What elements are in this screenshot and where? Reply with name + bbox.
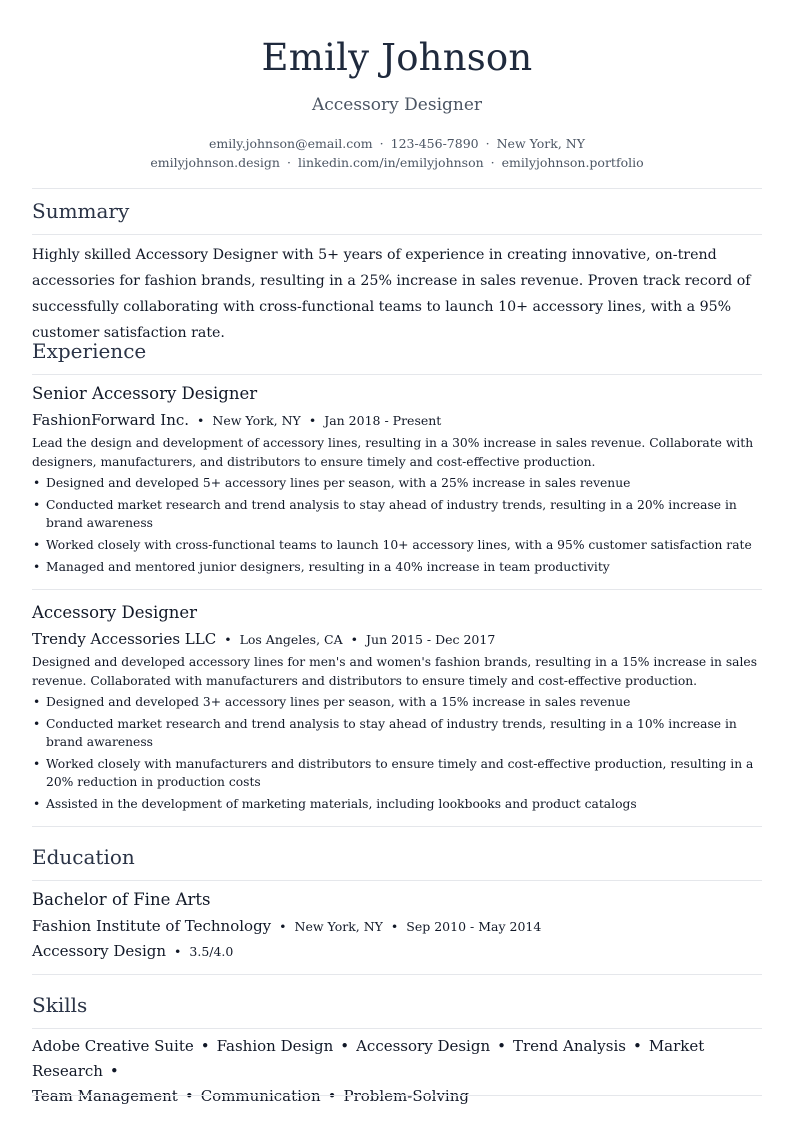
job-bullet-list <box>32 474 762 580</box>
contact-line-2 <box>32 154 762 172</box>
meta-bullet: • <box>224 632 232 647</box>
list-item: • Managed and mentored junior designers, resulting in a 40% increase in team productivity <box>32 558 762 576</box>
job-meta <box>32 629 762 650</box>
divider <box>32 1095 762 1096</box>
meta-bullet: • <box>308 413 317 428</box>
list-item: • Conducted market research and trend analysis to stay ahead of industry trends, resulting in a 20% increase in brand awareness <box>32 496 762 532</box>
divider <box>32 1028 762 1029</box>
job-dates: Jan 2018 - Present <box>324 413 442 428</box>
list-item: • Designed and developed 3+ accessory lines per season, with a 15% increase in sales revenue <box>32 693 762 711</box>
skill-bullet: • <box>200 1037 210 1055</box>
school-name: Fashion Institute of Technology <box>32 917 272 935</box>
meta-bullet: • <box>174 944 182 959</box>
major-name: Accessory Design <box>32 942 167 960</box>
meta-bullet: • <box>390 919 399 934</box>
candidate-name: Emily Johnson <box>261 36 533 79</box>
education-dates: Sep 2010 - May 2014 <box>406 919 542 934</box>
skills-list <box>32 1034 762 1109</box>
skill-bullet: • <box>340 1037 350 1055</box>
experience-heading: Experience <box>32 339 147 363</box>
location-text: New York, NY <box>496 136 585 151</box>
job-description: Lead the design and development of accessory lines, resulting in a 30% increase in sales revenue. Collaborate with designers, manufacturers, and distributors to ensure timely and cost-effective production. <box>32 436 754 469</box>
job-location: Los Angeles, CA <box>239 632 343 647</box>
website-link[interactable]: emilyjohnson.design <box>150 155 280 170</box>
list-item: • Conducted market research and trend analysis to stay ahead of industry trends, resulting in a 10% increase in brand awareness <box>32 715 762 751</box>
contact-line-1 <box>32 135 762 153</box>
phone-number: 123-456-7890 <box>390 136 479 151</box>
job-dates: Jun 2015 - Dec 2017 <box>366 632 496 647</box>
skill-item: Adobe Creative Suite <box>32 1037 194 1055</box>
linkedin-link[interactable]: linkedin.com/in/emilyjohnson <box>297 155 484 170</box>
education-meta <box>32 916 762 937</box>
divider <box>32 826 762 827</box>
divider <box>32 974 762 975</box>
skill-item: Accessory Design <box>356 1037 491 1055</box>
gpa-value: 3.5/4.0 <box>189 944 234 959</box>
summary-text: Highly skilled Accessory Designer with 5+ years of experience in creating innovative, on-trend accessories for fashion brands, resulting in a 25% increase in sales revenue. Proven track record of successfully collaborating with cross-functional teams to launch 10+ accessory lines, with a 95% customer satisfaction rate. <box>32 247 751 341</box>
contact-separator: · <box>379 136 384 151</box>
email-link[interactable]: emily.johnson@email.com <box>208 136 373 151</box>
list-item: • Assisted in the development of marketing materials, including lookbooks and product catalogs <box>32 795 762 813</box>
job-title: Accessory Designer <box>32 603 198 622</box>
school-location: New York, NY <box>294 919 383 934</box>
contact-separator: · <box>490 155 495 170</box>
skill-item: Communication <box>200 1087 321 1105</box>
skill-item: Problem-Solving <box>343 1087 469 1105</box>
divider <box>32 188 762 189</box>
summary-heading: Summary <box>32 199 130 223</box>
skill-bullet: • <box>632 1037 642 1055</box>
company-name: FashionForward Inc. <box>32 411 190 429</box>
skill-bullet: • <box>184 1087 194 1105</box>
job-location: New York, NY <box>212 413 301 428</box>
portfolio-link[interactable]: emilyjohnson.portfolio <box>501 155 644 170</box>
meta-bullet: • <box>197 413 205 428</box>
job-bullet-list <box>32 693 762 817</box>
skills-heading: Skills <box>32 993 88 1017</box>
skill-item: Team Management <box>32 1087 178 1105</box>
meta-bullet: • <box>279 919 287 934</box>
contact-separator: · <box>286 155 291 170</box>
divider <box>32 880 762 881</box>
skill-item: Fashion Design <box>216 1037 334 1055</box>
skill-item: Trend Analysis <box>512 1037 626 1055</box>
contact-separator: · <box>485 136 490 151</box>
education-heading: Education <box>32 845 135 869</box>
skill-item: Market Research <box>32 1037 705 1080</box>
candidate-title: Accessory Designer <box>311 95 483 115</box>
skill-bullet: • <box>497 1037 506 1055</box>
skill-bullet: • <box>109 1062 119 1080</box>
company-name: Trendy Accessories LLC <box>32 630 217 648</box>
job-description: Designed and developed accessory lines for men's and women's fashion brands, resulting in a 15% increase in sales revenue. Collaborated with manufacturers and distributors to ensure timely and cost-effective production. <box>32 655 757 688</box>
list-item: • Worked closely with manufacturers and distributors to ensure timely and cost-effective production, resulting in a 20% reduction in production costs <box>32 755 762 791</box>
divider <box>32 234 762 235</box>
divider <box>32 374 762 375</box>
job-title: Senior Accessory Designer <box>32 384 258 403</box>
major-meta <box>32 941 762 962</box>
meta-bullet: • <box>350 632 359 647</box>
divider <box>32 589 762 590</box>
degree-title: Bachelor of Fine Arts <box>32 890 211 909</box>
list-item: • Designed and developed 5+ accessory lines per season, with a 25% increase in sales revenue <box>32 474 762 492</box>
skill-bullet: • <box>327 1087 337 1105</box>
job-meta <box>32 410 762 431</box>
list-item: • Worked closely with cross-functional teams to launch 10+ accessory lines, with a 95% customer satisfaction rate <box>32 536 762 554</box>
